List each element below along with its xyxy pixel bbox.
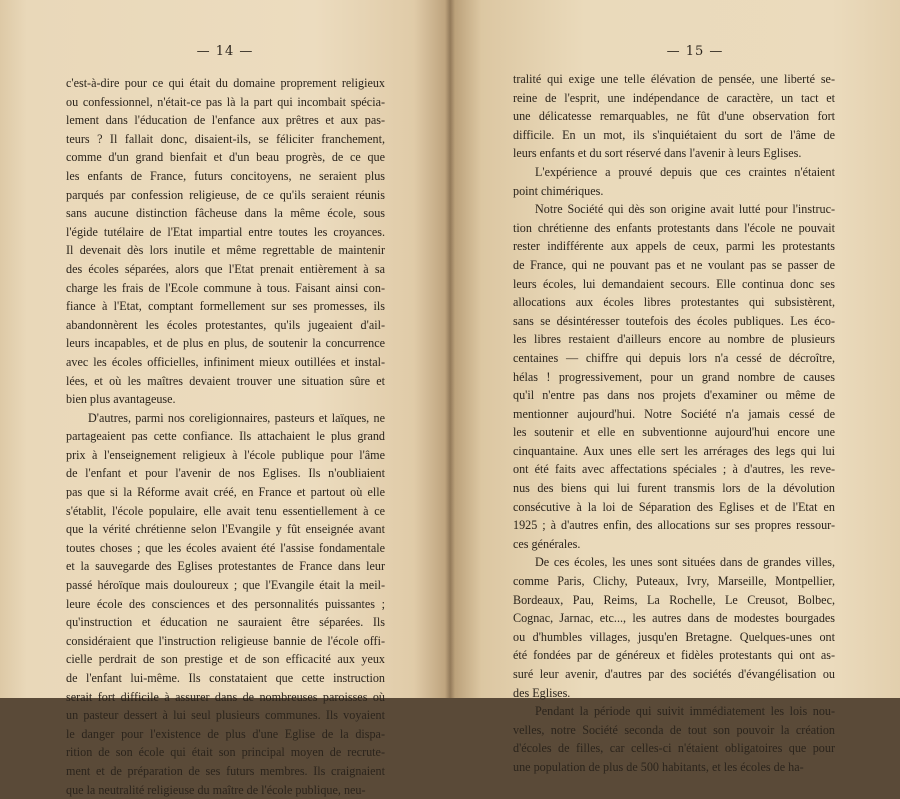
text-line: mentionner aujourd'hui. Notre Société n'a jamais cessé de (513, 406, 835, 421)
text-line: ont été faits avec affectations spéciales ; à d'autres, les reve- (513, 462, 835, 477)
text-line: cielle perdrait de son prestige et de son efficacité aux yeux (66, 652, 385, 667)
text-line: les enfants de France, futurs concitoyens, ne seraient plus (66, 168, 385, 183)
text-line: centaines — chiffre qui depuis lors n'a cessé de décroître, (513, 350, 835, 365)
text-line: sans se désintéresser toutefois des écoles publiques. Les éco- (513, 313, 835, 328)
text-line: c'est-à-dire pour ce qui était du domaine proprement religieux (66, 76, 385, 90)
text-line: leurs écoles, lui demandaient secours. Elle continua donc ses (513, 276, 835, 291)
right-page (450, 0, 900, 774)
text-line: Il devenait dès lors inutile et même regrettable de maintenir (66, 243, 385, 258)
text-line: cinquantaine. Aux unes elle sert les arrérages des legs qui lui (513, 443, 835, 458)
right-page-text (513, 70, 835, 777)
text-line: sans aucune distinction fâcheuse dans la même école, sous (66, 206, 385, 221)
paragraph (513, 200, 835, 553)
text-line: une population de plus de 500 habitants, et les écoles de ha- (513, 759, 804, 774)
text-line: D'autres, parmi nos coreligionnaires, pasteurs et laïques, ne (88, 410, 385, 425)
text-line: comme Paris, Clichy, Puteaux, Ivry, Marseille, Montpellier, (513, 574, 835, 589)
text-line: point chimériques. (513, 183, 604, 198)
text-line: des écoles séparées, alors que l'Etat prenait entièrement à sa (66, 261, 385, 276)
text-line: nus des biens qui lui furent transmis lors de la dévolution (513, 481, 835, 496)
text-line: toutes choses ; que les écoles avaient été l'assise fondamentale (66, 540, 385, 555)
text-line: difficile. En un mot, ils s'inquiétaient du sort de l'âme de (513, 127, 835, 142)
text-line: ou d'humbles villages, jusqu'en Bretagne. Quelques-unes ont (513, 629, 835, 644)
text-line: et la sauvegarde des Eglises protestantes de France dans leur (66, 559, 385, 574)
paragraph (513, 163, 835, 200)
text-line: 1925 ; à d'autres enfin, des allocations sur ses propres ressour- (513, 518, 835, 533)
text-line: Cognac, Jarnac, etc..., les autres dans de modestes bourgades (513, 611, 835, 626)
left-page-number: — 14 — (196, 44, 254, 59)
text-line: lement dans l'éducation de l'enfance aux prêtres et aux pas- (66, 113, 385, 128)
text-line: des Eglises. (513, 685, 571, 700)
text-line: Bordeaux, Pau, Reims, La Rochelle, Le Creusot, Bolbec, (513, 592, 835, 607)
text-line: tralité qui exige une telle élévation de pensée, une liberté se- (513, 72, 835, 86)
text-line: un pasteur dessert à lui seul plusieurs communes. Ils voyaient (66, 708, 385, 723)
paragraph (66, 74, 385, 409)
text-line: s'établit, l'école populaire, elle avait tenu essentiellement à ce (66, 503, 385, 518)
text-line: lées, et où les maîtres devaient trouver une situation sûre et (66, 373, 385, 388)
text-line: qu'instruction et éducation ne sauraient être séparées. Ils (66, 615, 385, 630)
text-line: leurs enfants et du sort réservé dans l'avenir à leurs Eglises. (513, 146, 802, 161)
text-line: charge les frais de l'Ecole commune à tous. Faisant ainsi con- (66, 280, 385, 295)
text-line: le danger pour l'existence de plus d'une Eglise de la dispa- (66, 726, 385, 741)
text-line: comme d'un grand bienfait et d'un beau progrès, de ce que (66, 150, 385, 165)
book-gutter (445, 0, 455, 698)
paragraph (66, 409, 385, 799)
text-line: ou confessionnel, n'était-ce pas là la part qui incombait spécia- (66, 94, 385, 109)
text-line: tion chrétienne des enfants protestants dans l'école ne pouvait (513, 220, 835, 235)
text-line: de l'enfant et pour l'avenir de nos Eglises. Ils n'oubliaient (66, 466, 385, 481)
text-line: allocations aux écoles libres protestantes qui subsistèrent, (513, 295, 835, 310)
text-line: d'écoles de filles, car celles-ci n'étaient obligatoires que pour (513, 741, 835, 756)
text-line: ces générales. (513, 536, 581, 551)
text-line: L'expérience a prouvé depuis que ces craintes n'étaient (535, 164, 835, 179)
text-line: partageaient pas cette confiance. Ils attachaient le plus grand (66, 429, 385, 444)
left-page-text (66, 74, 385, 799)
text-line: avec les écoles officielles, infiniment mieux outillées et instal- (66, 354, 385, 369)
text-line: de l'enfant lui-même. Ils constataient que cette instruction (66, 671, 385, 685)
text-line: serait fort difficile à assurer dans de nombreuses paroisses où (66, 689, 385, 704)
right-page-number: — 15 — (666, 44, 724, 59)
text-line: été fondées par de généreux et fidèles protestants qui ont as- (513, 648, 835, 663)
text-line: hélas ! progressivement, pour un grand nombre de causes (513, 369, 835, 384)
text-line: suré leur avenir, d'autres par des sociétés d'évangélisation ou (513, 667, 835, 681)
text-line: ment et de préparation de ses futurs membres. Ils craignaient (66, 763, 385, 778)
text-line: De ces écoles, les unes sont situées dans de grandes villes, (535, 555, 835, 570)
text-line: leurs incapables, et de plus en plus, de soutenir la concurrence (66, 336, 385, 351)
text-line: pas que si la Réforme avait créé, en France et partout où elle (66, 485, 385, 500)
text-line: velles, notre Société seconda de tout son pouvoir la création (513, 722, 835, 737)
text-line: bien plus avantageuse. (66, 392, 176, 407)
text-line: consécutive à la loi de Séparation des Eglises et de l'Etat en (513, 499, 835, 514)
text-line: rition de son école qui était son principal moyen de recrute- (66, 745, 385, 760)
text-line: Pendant la période qui suivit immédiatement les lois nou- (535, 704, 835, 719)
text-line: les libres restaient d'ailleurs encore au nombre de plusieurs (513, 332, 835, 347)
text-line: considéraient que l'instruction religieuse bannie de l'école offi- (66, 633, 385, 648)
text-line: les soutenir et elle en subventionne aujourd'hui encore une (513, 425, 835, 440)
text-line: l'égide tutélaire de l'Etat impartial entre toutes les croyances. (66, 224, 385, 239)
text-line: que la vérité chrétienne selon l'Evangile y fût enseignée avant (66, 522, 385, 537)
text-line: Notre Société qui dès son origine avait lutté pour l'instruc- (535, 202, 835, 217)
text-line: une délicatesse remarquables, ne fût d'une observation fort (513, 109, 835, 124)
text-line: leure école des consciences et des personnalités puissantes ; (66, 596, 385, 611)
left-page (0, 0, 450, 797)
paragraph (513, 702, 835, 776)
text-line: reine de l'esprit, une indépendance de caractère, un tact et (513, 90, 835, 105)
text-line: parqués par confession religieuse, de ce qu'ils seraient réunis (66, 187, 385, 202)
text-line: abandonnèrent les écoles protestantes, qu'ils jugeaient d'ail- (66, 317, 385, 332)
text-line: passé héroïque mais douloureux ; que l'Evangile était la meil- (66, 578, 385, 593)
text-line: rester indifférente aux appels de ceux, parmi les protestants (513, 239, 835, 254)
paragraph (513, 70, 835, 163)
text-line: fiance à l'Etat, comptant formellement sur ses promesses, ils (66, 299, 385, 314)
text-line: qu'il n'entre pas dans nos projets d'examiner ou même de (513, 388, 835, 403)
text-line: que la neutralité religieuse du maître de l'école publique, neu- (66, 782, 366, 797)
text-line: teurs ? Il fallait donc, disaient-ils, se féliciter franchement, (66, 131, 385, 146)
text-line: de France, qui ne pouvant pas et ne voulant pas se passer de (513, 257, 835, 272)
paragraph (513, 553, 835, 702)
text-line: prix à l'enseignement religieux à l'école publique pour l'âme (66, 447, 385, 462)
